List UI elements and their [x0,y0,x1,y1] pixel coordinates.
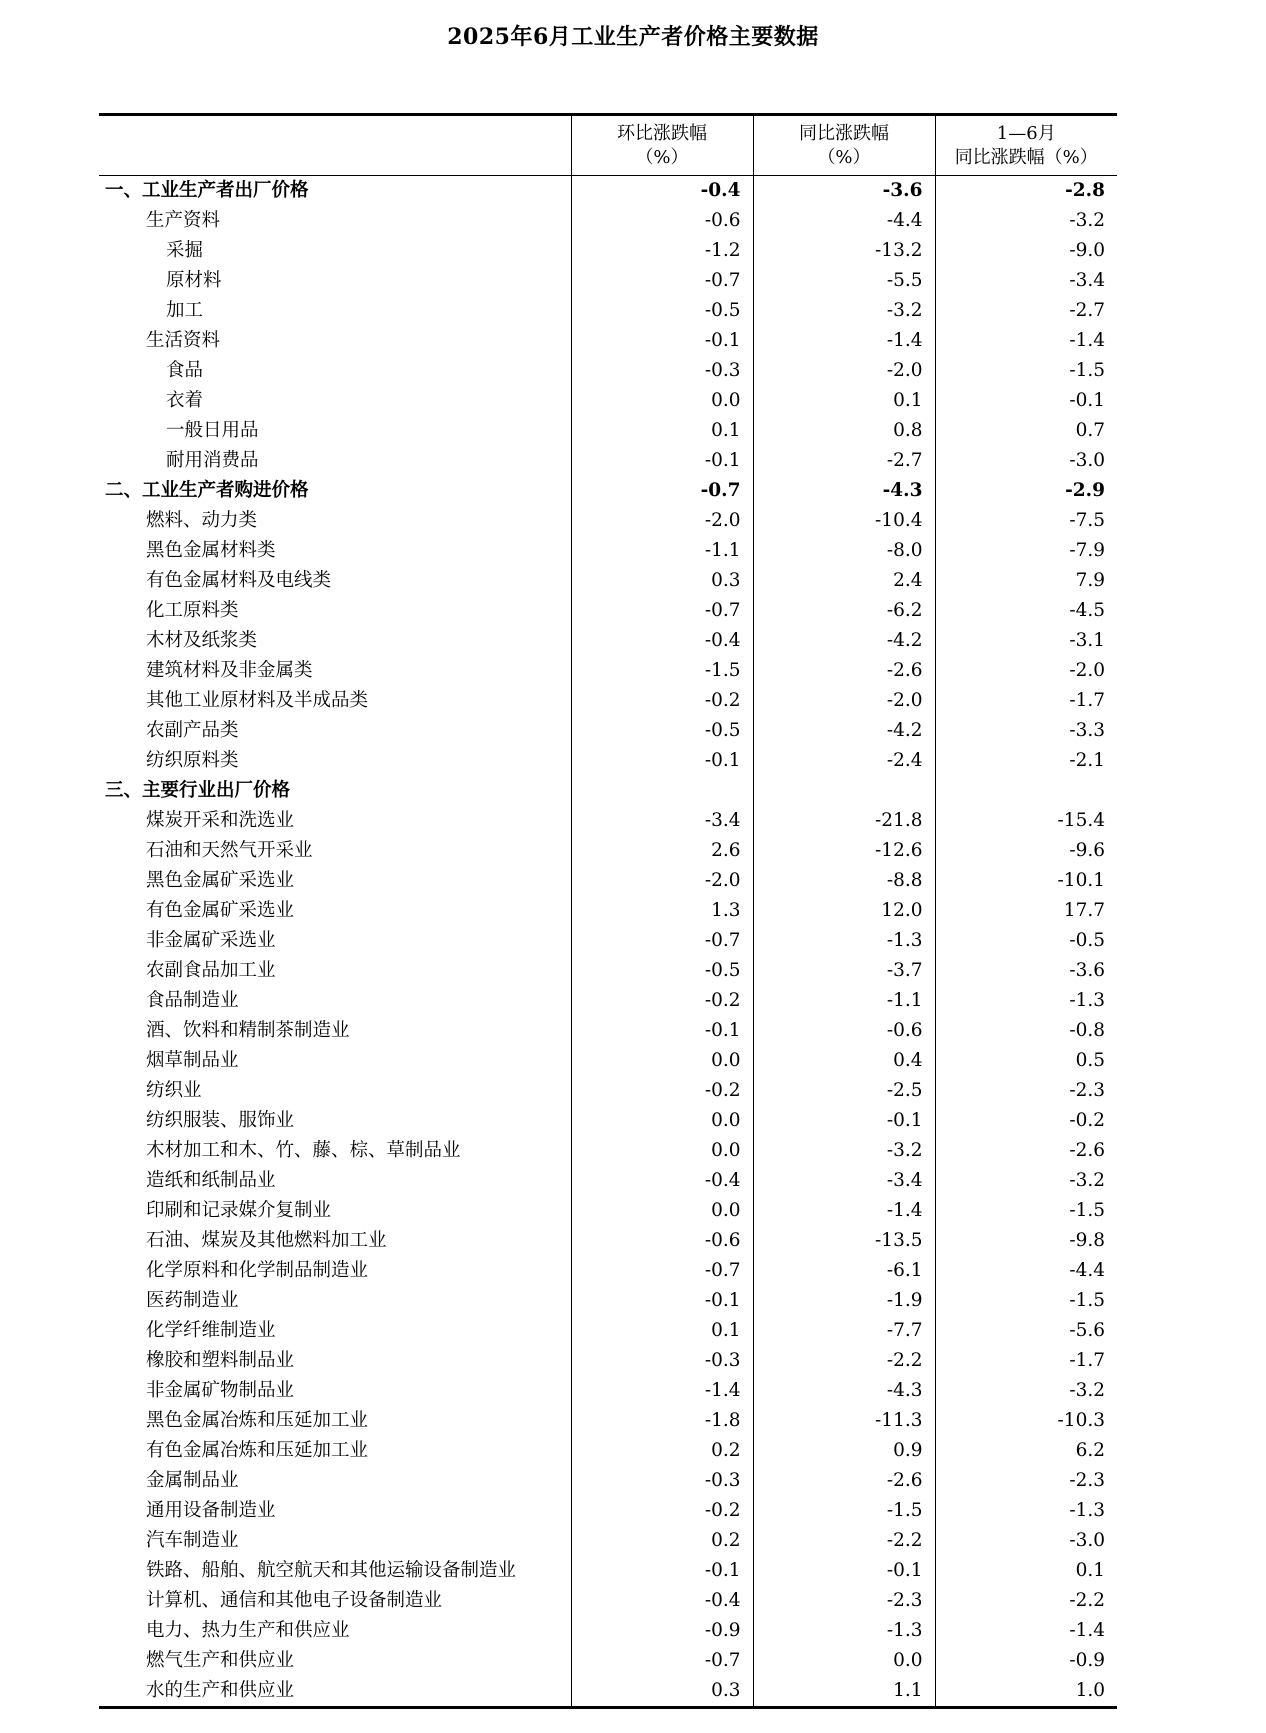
table-row [99,1196,1117,1226]
table-row [99,296,1117,326]
row-label: 石油、煤炭及其他燃料加工业 [146,1230,387,1251]
mom-value: 0.1 [571,1316,753,1346]
mom-value: -0.7 [571,926,753,956]
table-row [99,1376,1117,1406]
yoy-value: 0.1 [753,386,935,416]
table-row [99,1166,1117,1196]
mom-value: -0.4 [571,1166,753,1196]
header-yoy-line1: 同比涨跌幅 [799,122,889,144]
table-row [99,686,1117,716]
ytd-value: -2.3 [935,1076,1117,1106]
mom-value: -0.9 [571,1616,753,1646]
table-row [99,896,1117,926]
mom-value: 0.0 [571,386,753,416]
table-row [99,1646,1117,1676]
row-label: 化工原料类 [146,600,239,621]
ytd-value: -4.4 [935,1256,1117,1286]
table-row [99,206,1117,236]
table-row [99,956,1117,986]
ytd-value: -0.2 [935,1106,1117,1136]
row-label: 化学原料和化学制品制造业 [146,1260,369,1281]
ytd-value: -1.4 [935,1616,1117,1646]
ytd-value: -1.3 [935,986,1117,1016]
row-label: 化学纤维制造业 [146,1320,276,1341]
mom-value: -0.6 [571,1226,753,1256]
mom-value: 0.0 [571,1106,753,1136]
ytd-value: -1.5 [935,1196,1117,1226]
row-label: 一般日用品 [166,420,259,441]
row-label: 农副食品加工业 [146,960,276,981]
yoy-value: -2.5 [753,1076,935,1106]
row-label: 黑色金属矿采选业 [146,870,295,891]
row-label: 生产资料 [146,210,221,231]
mom-value: 1.3 [571,896,753,926]
ytd-value: -1.3 [935,1496,1117,1526]
ytd-value [935,776,1117,806]
table-row [99,566,1117,596]
yoy-value: -0.1 [753,1106,935,1136]
ytd-value: -2.1 [935,746,1117,776]
ytd-value: -1.4 [935,326,1117,356]
mom-value: -0.5 [571,296,753,326]
table-row [99,476,1117,506]
table-row [99,356,1117,386]
table-row [99,596,1117,626]
table-row [99,716,1117,746]
yoy-value: -1.4 [753,326,935,356]
table-row [99,1076,1117,1106]
yoy-value: -6.1 [753,1256,935,1286]
mom-value: -0.7 [571,1646,753,1676]
row-label: 纺织服装、服饰业 [146,1110,295,1131]
yoy-value: -1.1 [753,986,935,1016]
row-label: 燃料、动力类 [146,510,258,531]
table-row [99,836,1117,866]
mom-value: -0.1 [571,1556,753,1586]
row-label: 采掘 [166,240,204,261]
row-label: 印刷和记录媒介复制业 [146,1200,332,1221]
yoy-value: -4.2 [753,716,935,746]
mom-value: 2.6 [571,836,753,866]
table-row [99,1556,1117,1586]
table-body [99,176,1117,1708]
mom-value: -0.2 [571,686,753,716]
ytd-value: -7.5 [935,506,1117,536]
mom-value: -1.8 [571,1406,753,1436]
ytd-value: -3.0 [935,446,1117,476]
mom-value: -0.3 [571,1466,753,1496]
ytd-value: -0.5 [935,926,1117,956]
mom-value: -0.7 [571,596,753,626]
table-row [99,776,1117,806]
ytd-value: -3.0 [935,1526,1117,1556]
mom-value: -0.1 [571,1286,753,1316]
row-label: 生活资料 [146,330,221,351]
yoy-value: -1.3 [753,1616,935,1646]
mom-value: -0.7 [571,1256,753,1286]
mom-value: -0.1 [571,326,753,356]
ytd-value: 0.7 [935,416,1117,446]
table-row [99,1436,1117,1466]
row-label: 食品 [166,360,204,381]
yoy-value: -8.0 [753,536,935,566]
row-label: 黑色金属材料类 [146,540,276,561]
yoy-value: -4.4 [753,206,935,236]
table-row [99,1526,1117,1556]
row-label: 酒、饮料和精制茶制造业 [146,1020,350,1041]
ytd-value: 0.5 [935,1046,1117,1076]
yoy-value: -1.5 [753,1496,935,1526]
yoy-value: -4.3 [753,1376,935,1406]
yoy-value: -10.4 [753,506,935,536]
yoy-value: -1.4 [753,1196,935,1226]
mom-value: -0.1 [571,746,753,776]
yoy-value: -4.2 [753,626,935,656]
table-row [99,446,1117,476]
ytd-value: -3.1 [935,626,1117,656]
yoy-value: 0.0 [753,1646,935,1676]
row-label: 计算机、通信和其他电子设备制造业 [146,1590,443,1611]
row-label: 燃气生产和供应业 [146,1650,295,1671]
table-row [99,506,1117,536]
yoy-value: -0.6 [753,1016,935,1046]
ytd-value: -3.6 [935,956,1117,986]
table-row [99,986,1117,1016]
header-ytd [935,115,1117,176]
row-label: 汽车制造业 [146,1530,239,1551]
section-heading: 一、工业生产者出厂价格 [105,180,309,201]
mom-value: -0.2 [571,1496,753,1526]
table-row [99,1406,1117,1436]
yoy-value: -2.0 [753,356,935,386]
mom-value: 0.3 [571,566,753,596]
mom-value: 0.1 [571,416,753,446]
ytd-value: -7.9 [935,536,1117,566]
table-row [99,236,1117,266]
ytd-value: -0.8 [935,1016,1117,1046]
ytd-value: -3.2 [935,206,1117,236]
yoy-value: -8.8 [753,866,935,896]
yoy-value: -13.5 [753,1226,935,1256]
table-row [99,1046,1117,1076]
ytd-value: -4.5 [935,596,1117,626]
yoy-value: -2.2 [753,1346,935,1376]
ytd-value: 6.2 [935,1436,1117,1466]
mom-value: -2.0 [571,506,753,536]
yoy-value: -2.4 [753,746,935,776]
yoy-value: -1.9 [753,1286,935,1316]
yoy-value: -0.1 [753,1556,935,1586]
ytd-value: -0.9 [935,1646,1117,1676]
yoy-value: -3.7 [753,956,935,986]
mom-value: 0.2 [571,1526,753,1556]
yoy-value: -12.6 [753,836,935,866]
table-row [99,1466,1117,1496]
mom-value [571,776,753,806]
table-row [99,416,1117,446]
mom-value: 0.3 [571,1676,753,1708]
row-label: 医药制造业 [146,1290,239,1311]
ytd-value: -2.3 [935,1466,1117,1496]
mom-value: -0.4 [571,1586,753,1616]
header-ytd-line1: 1—6月 [996,122,1056,144]
table-row [99,1106,1117,1136]
row-label: 非金属矿采选业 [146,930,276,951]
ytd-value: -9.0 [935,236,1117,266]
ytd-value: -9.8 [935,1226,1117,1256]
ytd-value: -2.0 [935,656,1117,686]
mom-value: -0.7 [571,266,753,296]
mom-value: -0.1 [571,1016,753,1046]
mom-value: -0.4 [571,176,753,207]
mom-value: 0.0 [571,1196,753,1226]
row-label: 水的生产和供应业 [99,1676,571,1708]
mom-value: -0.1 [571,446,753,476]
table-row [99,1016,1117,1046]
table-row [99,1346,1117,1376]
header-yoy-line2: （%） [817,146,871,168]
table-row [99,1256,1117,1286]
row-label: 石油和天然气开采业 [146,840,313,861]
yoy-value: -11.3 [753,1406,935,1436]
table-row [99,266,1117,296]
yoy-value: -3.2 [753,296,935,326]
table-row [99,1226,1117,1256]
yoy-value [753,776,935,806]
row-label: 其他工业原材料及半成品类 [146,690,369,711]
yoy-value: -2.0 [753,686,935,716]
row-label: 煤炭开采和洗选业 [146,810,295,831]
ytd-value: -1.5 [935,356,1117,386]
mom-value: -0.5 [571,956,753,986]
ytd-value: -10.3 [935,1406,1117,1436]
mom-value: -0.3 [571,1346,753,1376]
yoy-value: -5.5 [753,266,935,296]
row-label: 衣着 [166,390,204,411]
table-row [99,626,1117,656]
row-label: 纺织原料类 [146,750,239,771]
header-yoy [753,115,935,176]
table-row [99,1316,1117,1346]
row-label: 橡胶和塑料制品业 [146,1350,295,1371]
table-row [99,806,1117,836]
ytd-value: -3.2 [935,1376,1117,1406]
row-label: 耐用消费品 [166,450,259,471]
row-label: 通用设备制造业 [146,1500,276,1521]
section-heading: 二、工业生产者购进价格 [105,480,309,501]
ytd-value: 17.7 [935,896,1117,926]
yoy-value: 0.9 [753,1436,935,1466]
row-label: 电力、热力生产和供应业 [146,1620,350,1641]
row-label: 金属制品业 [146,1470,239,1491]
table-row [99,746,1117,776]
ytd-value: -2.7 [935,296,1117,326]
row-label: 有色金属矿采选业 [146,900,295,921]
mom-value: -3.4 [571,806,753,836]
yoy-value: -2.2 [753,1526,935,1556]
ytd-value: -10.1 [935,866,1117,896]
mom-value: -1.4 [571,1376,753,1406]
yoy-value: -21.8 [753,806,935,836]
yoy-value: -2.6 [753,1466,935,1496]
table-row [99,1496,1117,1526]
yoy-value: 0.4 [753,1046,935,1076]
mom-value: -0.7 [571,476,753,506]
row-label: 造纸和纸制品业 [146,1170,276,1191]
table-row [99,1286,1117,1316]
yoy-value: -2.6 [753,656,935,686]
table-row [99,866,1117,896]
mom-value: -0.2 [571,986,753,1016]
row-label: 农副产品类 [146,720,239,741]
ytd-value: -9.6 [935,836,1117,866]
yoy-value: -3.4 [753,1166,935,1196]
mom-value: -0.3 [571,356,753,386]
ytd-value: -2.8 [935,176,1117,207]
ytd-value: -2.2 [935,1586,1117,1616]
ytd-value: -1.7 [935,686,1117,716]
mom-value: 0.0 [571,1046,753,1076]
ytd-value: -2.6 [935,1136,1117,1166]
yoy-value: -7.7 [753,1316,935,1346]
mom-value: -1.5 [571,656,753,686]
mom-value: -0.2 [571,1076,753,1106]
ytd-value: -15.4 [935,806,1117,836]
ytd-value: -1.5 [935,1286,1117,1316]
header-mom-line2: （%） [635,146,689,168]
yoy-value: 0.8 [753,416,935,446]
table-row [99,656,1117,686]
yoy-value: -3.6 [753,176,935,207]
yoy-value: 12.0 [753,896,935,926]
row-label: 加工 [166,300,204,321]
table-header-row [99,115,1117,176]
ytd-value: -1.7 [935,1346,1117,1376]
ytd-value: 0.1 [935,1556,1117,1586]
yoy-value: 1.1 [753,1676,935,1708]
row-label: 黑色金属冶炼和压延加工业 [146,1410,369,1431]
row-label: 纺织业 [146,1080,202,1101]
table-row [99,1616,1117,1646]
table-row [99,176,1117,207]
table-row [99,1136,1117,1166]
mom-value: 0.0 [571,1136,753,1166]
ytd-value: 7.9 [935,566,1117,596]
price-data-table [99,113,1117,1709]
table-row [99,1676,1117,1708]
row-label: 建筑材料及非金属类 [146,660,313,681]
yoy-value: -13.2 [753,236,935,266]
ytd-value: -2.9 [935,476,1117,506]
row-label: 有色金属材料及电线类 [146,570,332,591]
document-title: 2025年6月工业生产者价格主要数据 [447,24,819,50]
yoy-value: -2.3 [753,1586,935,1616]
row-label: 原材料 [166,270,222,291]
mom-value: -1.2 [571,236,753,266]
row-label: 铁路、船舶、航空航天和其他运输设备制造业 [146,1560,517,1581]
table-row [99,536,1117,566]
row-label: 木材及纸浆类 [146,630,258,651]
ytd-value: -0.1 [935,386,1117,416]
header-mom-line1: 环比涨跌幅 [617,122,707,144]
row-label: 有色金属冶炼和压延加工业 [146,1440,369,1461]
header-blank-cell [99,115,571,176]
mom-value: -0.5 [571,716,753,746]
ytd-value: -3.2 [935,1166,1117,1196]
table-row [99,1586,1117,1616]
yoy-value: -3.2 [753,1136,935,1166]
yoy-value: -1.3 [753,926,935,956]
yoy-value: -4.3 [753,476,935,506]
table-row [99,326,1117,356]
mom-value: -2.0 [571,866,753,896]
ytd-value: 1.0 [935,1676,1117,1708]
header-mom [571,115,753,176]
table-row [99,926,1117,956]
section-heading: 三、主要行业出厂价格 [105,780,291,801]
yoy-value: 2.4 [753,566,935,596]
mom-value: -1.1 [571,536,753,566]
ytd-value: -3.4 [935,266,1117,296]
header-ytd-line2: 同比涨跌幅（%） [954,146,1098,168]
ytd-value: -3.3 [935,716,1117,746]
mom-value: -0.6 [571,206,753,236]
yoy-value: -6.2 [753,596,935,626]
row-label: 非金属矿物制品业 [146,1380,295,1401]
table-row [99,386,1117,416]
mom-value: -0.4 [571,626,753,656]
row-label: 烟草制品业 [146,1050,239,1071]
row-label: 木材加工和木、竹、藤、棕、草制品业 [146,1140,461,1161]
yoy-value: -2.7 [753,446,935,476]
ytd-value: -5.6 [935,1316,1117,1346]
mom-value: 0.2 [571,1436,753,1466]
row-label: 食品制造业 [146,990,239,1011]
